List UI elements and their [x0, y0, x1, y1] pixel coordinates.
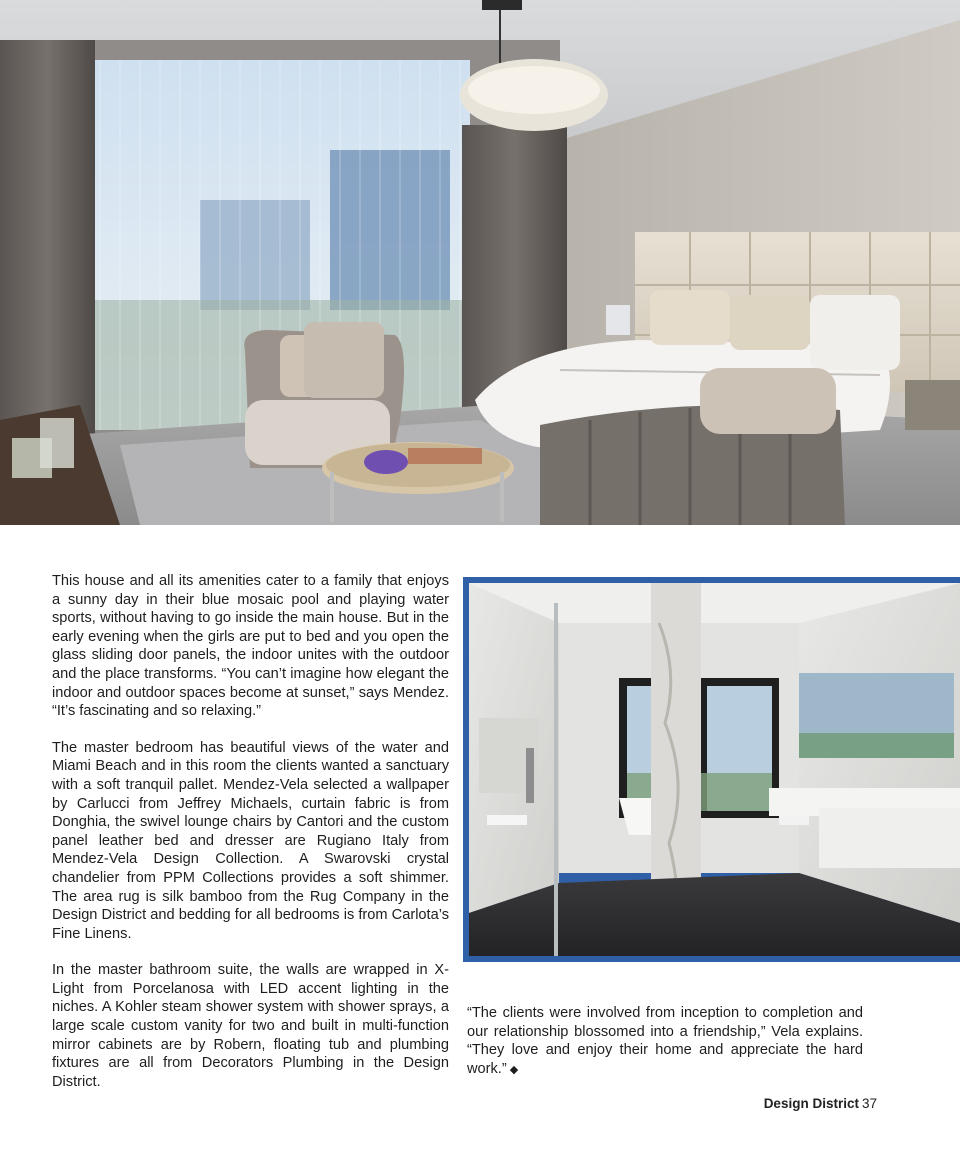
bedroom-illustration — [0, 0, 960, 525]
end-mark-icon: ◆ — [509, 1063, 519, 1076]
page-footer — [764, 1096, 877, 1111]
closing-paragraph — [467, 1004, 863, 1079]
bathroom-photo — [463, 577, 960, 962]
article-paragraph: The master bedroom has beautiful views of the water and Miami Beach and in this room the clients wanted a sanctuary with a soft tranquil pallet. Mendez-Vela selected a wallpaper by Carlucci from Jeffrey Michaels, curtain fabric is from Donghia, the swivel lounge chairs by Cantori and the custom panel leather bed and dresser are Rugiano Italy from Mendez-Vela Design Collection. A Swarovski crystal chandelier from PPM Collections provides a soft shimmer. The area rug is silk bamboo from the Rug Company in the Design District and bedding for all bedrooms is from Carlota’s Fine Linens. — [52, 739, 449, 942]
bathroom-illustration — [469, 583, 960, 956]
article-paragraph: This house and all its amenities cater to a family that enjoys a sunny day in their blue mosaic pool and playing water sports, without having to go inside the main house. But in the early evening when the girls are put to bed and you open the glass sliding door panels, the indoor unites with the outdoor and the place transforms. “You can’t imagine how elegant the indoor and outdoor spaces become at sunset,” says Mendez. “It’s fascinating and so relaxing.” — [52, 573, 449, 720]
page-number: 37 — [861, 1096, 877, 1111]
article-paragraph: In the master bathroom suite, the walls are wrapped in X-Light from Porcelanosa with LED accent lighting in the niches. A Kohler steam shower system with shower sprays, a large scale custom vanity for two and built in multi-function mirror cabinets are by Robern, floating tub and plumbing fixtures are all from Decorators Plumbing in the Design District. — [52, 962, 449, 1090]
publication-name: Design District — [763, 1096, 859, 1111]
article-column-right — [467, 1004, 863, 1079]
article-column-left — [52, 572, 449, 1109]
closing-text: “The clients were involved from inception to completion and our relationship blossomed into a friendship,” Vela explains. “They love and enjoy their home and appreciate the hard work.” — [467, 1005, 863, 1077]
bedroom-photo — [0, 0, 960, 525]
